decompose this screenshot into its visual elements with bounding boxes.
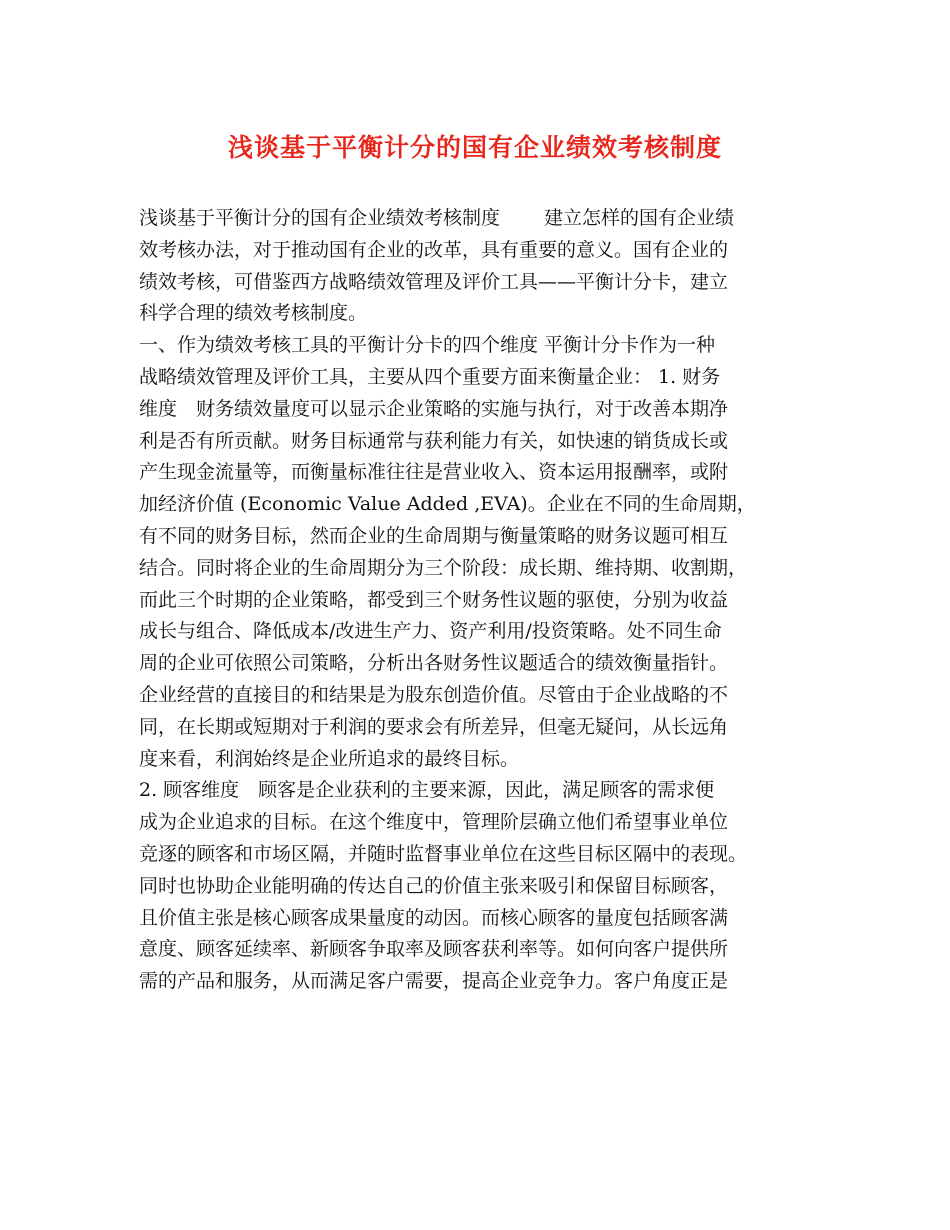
body-line: 竞逐的顾客和市场区隔，并随时监督事业单位在这些目标区隔中的表现。 [139, 842, 748, 865]
body-line: 度来看，利润始终是企业所追求的最终目标。 [139, 747, 520, 770]
body-line: 结合。同时将企业的生命周期分为三个阶段：成长期、维持期、收割期， [139, 556, 748, 579]
body-line: 周的企业可依照公司策略，分析出各财务性议题适合的绩效衡量指针。 [139, 652, 729, 675]
document-title: 浅谈基于平衡计分的国有企业绩效考核制度 [227, 133, 722, 162]
body-line: 科学合理的绩效考核制度。 [139, 302, 368, 325]
body-line: 意度、顾客延续率、新顾客争取率及顾客获利率等。如何向客户提供所 [139, 938, 729, 961]
body-line: 需的产品和服务，从而满足客户需要，提高企业竞争力。客户角度正是 [139, 970, 729, 993]
body-line: 绩效考核，可借鉴西方战略绩效管理及评价工具——平衡计分卡，建立 [139, 270, 729, 293]
body-line: 产生现金流量等，而衡量标准往往是营业收入、资本运用报酬率，或附 [139, 461, 729, 484]
body-line: 且价值主张是核心顾客成果量度的动因。而核心顾客的量度包括顾客满 [139, 906, 729, 929]
body-line: 而此三个时期的企业策略，都受到三个财务性议题的驱使，分别为收益 [139, 588, 729, 611]
body-line: 浅谈基于平衡计分的国有企业绩效考核制度 建立怎样的国有企业绩 [139, 207, 735, 229]
body-line: 有不同的财务目标，然而企业的生命周期与衡量策略的财务议题可相互 [139, 524, 729, 547]
body-line: 效考核办法，对于推动国有企业的改革，具有重要的意义。国有企业的 [139, 238, 729, 261]
body-line: 2. 顾客维度 顾客是企业获利的主要来源，因此，满足顾客的需求便 [139, 779, 715, 802]
body-line: 同，在长期或短期对于利润的要求会有所差异，但毫无疑问，从长远角 [139, 715, 729, 738]
body-line: 战略绩效管理及评价工具，主要从四个重要方面来衡量企业： 1. 财务 [139, 365, 721, 388]
body-line: 维度 财务绩效量度可以显示企业策略的实施与执行，对于改善本期净 [139, 397, 729, 420]
body-line: 利是否有所贡献。财务目标通常与获利能力有关，如快速的销货成长或 [139, 429, 729, 452]
body-line: 成为企业追求的目标。在这个维度中，管理阶层确立他们希望事业单位 [139, 811, 729, 834]
body-line: 同时也协助企业能明确的传达自己的价值主张来吸引和保留目标顾客， [139, 874, 729, 897]
body-line: 成长与组合、降低成本/改进生产力、资产利用/投资策略。处不同生命 [139, 620, 722, 643]
body-line: 企业经营的直接目的和结果是为股东创造价值。尽管由于企业战略的不 [139, 683, 729, 706]
document-body [139, 203, 829, 998]
body-line: 加经济价值 (Economic Value Added ,EVA)。企业在不同的生命周期， [139, 493, 756, 516]
body-line: 一、作为绩效考核工具的平衡计分卡的四个维度 平衡计分卡作为一种 [139, 334, 716, 357]
